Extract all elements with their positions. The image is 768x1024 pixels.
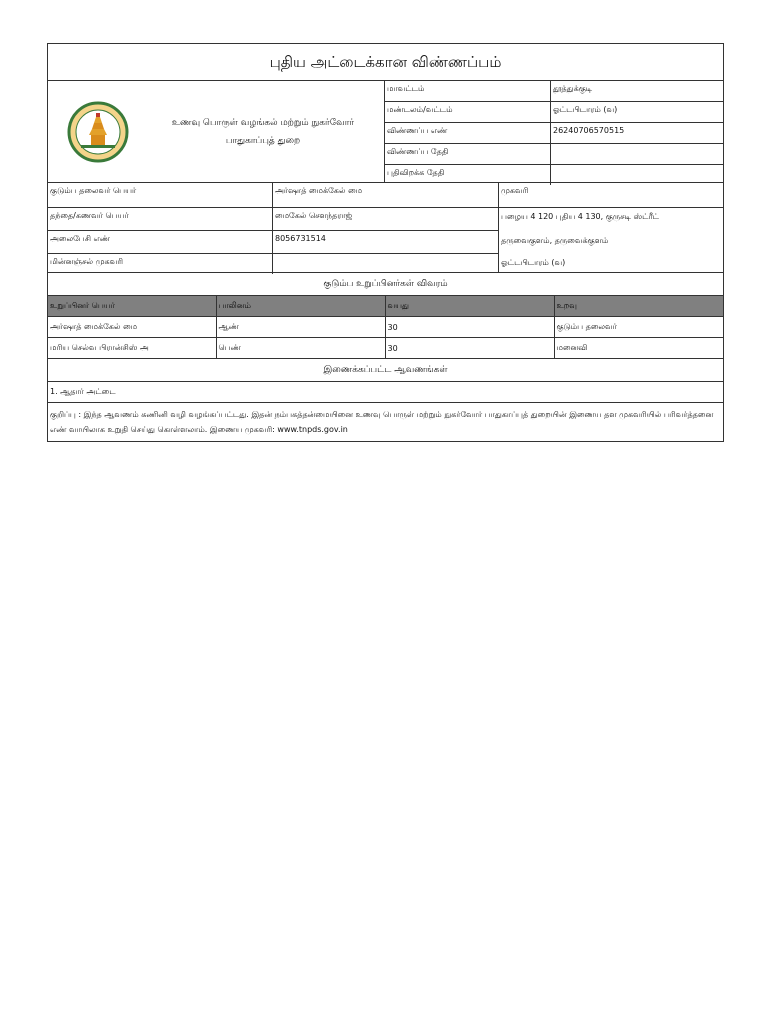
application-info [385,81,723,182]
member-name: மரிய செல்வ பிரான்சிஸ் அ [48,338,216,359]
form-title: புதிய அட்டைக்கான விண்ணப்பம் [48,44,723,81]
info-label: விண்ணப்ப எண் [385,123,551,143]
info-value: தூத்துக்குடி [553,84,593,93]
application-form [47,43,724,442]
email-label: மின்னஞ்சல் முகவரி [48,254,273,274]
attachments-section-title: இணைக்கப்பட்ட ஆவணங்கள் [48,359,723,382]
info-label: புதிவிறக்க தேதி [385,165,551,185]
family-head-row [48,183,498,208]
address-line-3: ஓட்டபிடாரம் (வ) [501,258,566,267]
family-details [48,183,723,273]
info-value: 26240706570515 [553,126,625,135]
phone-label: அலைபேசி எண் [48,231,273,253]
column-header: வயது [385,296,554,317]
members-table [48,296,723,358]
email-row [48,254,498,274]
member-gender: பெண் [216,338,385,359]
info-row-application-number [385,123,723,144]
info-value [551,144,723,164]
info-row-district [385,81,723,102]
member-gender: ஆண் [216,317,385,338]
father-row [48,208,498,231]
members-section-title: குடும்ப உறுப்பினர்கள் விவரம் [48,273,723,296]
table-row [48,317,723,338]
info-value: ஓட்டபிடாரம் (வ) [553,105,618,114]
column-header: பாலினம் [216,296,385,317]
member-age: 30 [385,317,554,338]
attachment-item: 1. ஆதார் அட்டை [48,382,723,403]
info-label: மாவட்டம் [385,81,551,101]
info-label: மண்டலம்/வட்டம் [385,102,551,122]
email-value [273,254,498,274]
verification-note: குறிப்பு : இந்த ஆவணம் கணினி வழி வழங்கப்பட்டது. இதன் நம்பகத்தன்மையினை உணவு பொருள் மற்றும் நுகர்வோர் பாதுகாப்புத் துறையின் இணைய தள முகவரியில் பரிவர்த்தனை எண் வாயிலாக உறுதி செய்து கொள்ளலாம். இணைய முகவரி: www.tnpds.gov.in [50,410,714,434]
phone-value: 8056731514 [275,234,326,243]
info-row-application-date [385,144,723,165]
info-label: விண்ணப்ப தேதி [385,144,551,164]
father-value: மைகேல் சௌந்தராஜ் [275,211,353,220]
members-header-row [48,296,723,317]
member-age: 30 [385,338,554,359]
tamil-nadu-govt-seal-icon [67,101,129,163]
info-row-taluk [385,102,723,123]
department-block [48,81,385,182]
column-header: உறவு [554,296,723,317]
member-relation: குடும்ப தலைவர் [554,317,723,338]
phone-row [48,231,498,254]
info-row-download-date [385,165,723,185]
department-line-1: உணவு பொருள் வழங்கல் மற்றும் நுகர்வோர் [171,117,355,128]
address-block [499,183,723,272]
department-line-2: பாதுகாப்புத் துறை [225,135,301,146]
address-line-2: தருவைகுளம், தருவைக்குளம் [501,236,609,245]
member-relation: மனைவி [554,338,723,359]
family-head-value: அர்ஷாத் மைக்கேல் மை [275,186,363,195]
family-head-label: குடும்ப தலைவர் பெயர் [48,183,273,207]
table-row [48,338,723,359]
form-header [48,81,723,183]
info-value [551,165,723,185]
member-name: அர்ஷாத் மைக்கேல் மை [48,317,216,338]
address-label: முகவரி [501,186,529,195]
father-label: தந்தை/கணவர் பெயர் [48,208,273,230]
column-header: உறுப்பினர் பெயர் [48,296,216,317]
address-line-1: பழைய 4 120 புதிய 4 130, குருசடி ஸ்ட்ரீட் [501,212,659,221]
